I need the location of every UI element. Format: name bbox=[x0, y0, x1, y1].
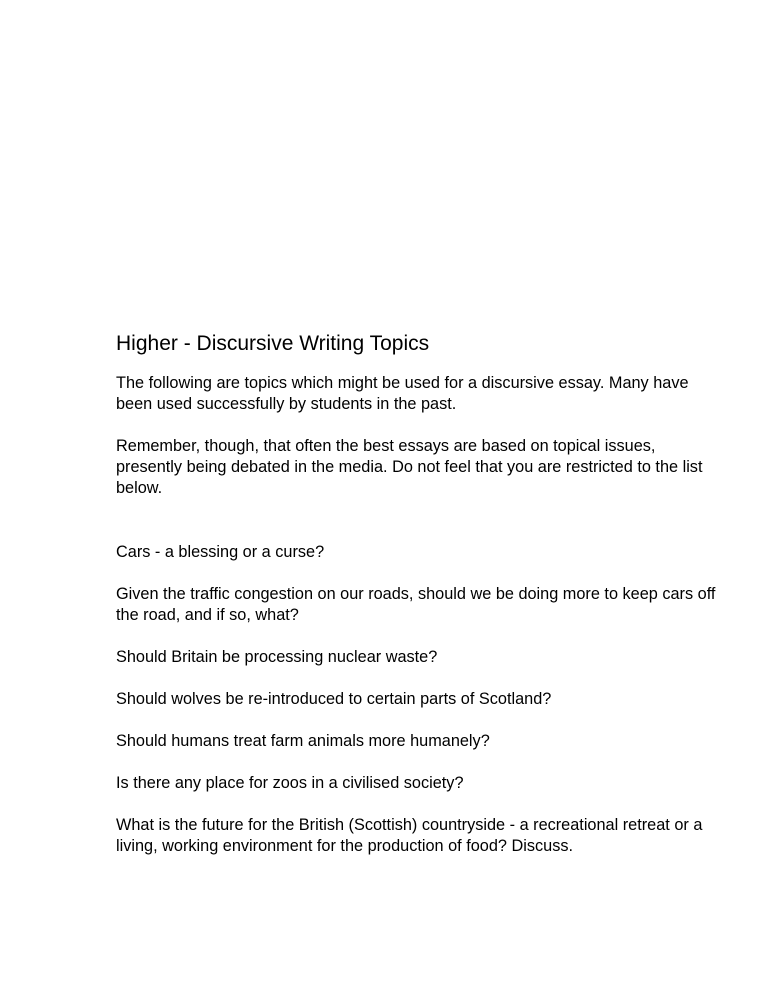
topic-item: Should humans treat farm animals more humanely? bbox=[116, 732, 490, 750]
topic-item: What is the future for the British (Scottish) countryside - a recreational retreat or a living, working environment for the production of food? Discuss. bbox=[116, 816, 703, 855]
topic-list bbox=[116, 542, 716, 857]
intro-paragraph: Remember, though, that often the best essays are based on topical issues, presently being debated in the media. Do not feel that you are restricted to the list below. bbox=[116, 437, 703, 497]
document-title: Higher - Discursive Writing Topics bbox=[116, 332, 430, 355]
topic-item: Given the traffic congestion on our roads, should we be doing more to keep cars off the road, and if so, what? bbox=[116, 585, 716, 624]
topic-item: Is there any place for zoos in a civilised society? bbox=[116, 774, 464, 792]
topic-item: Should wolves be re-introduced to certain parts of Scotland? bbox=[116, 690, 552, 708]
topic-item: Should Britain be processing nuclear waste? bbox=[116, 648, 438, 666]
topic-item: Cars - a blessing or a curse? bbox=[116, 543, 325, 561]
document-page bbox=[116, 331, 716, 878]
intro-paragraph: The following are topics which might be used for a discursive essay. Many have been used successfully by students in the past. bbox=[116, 374, 689, 413]
